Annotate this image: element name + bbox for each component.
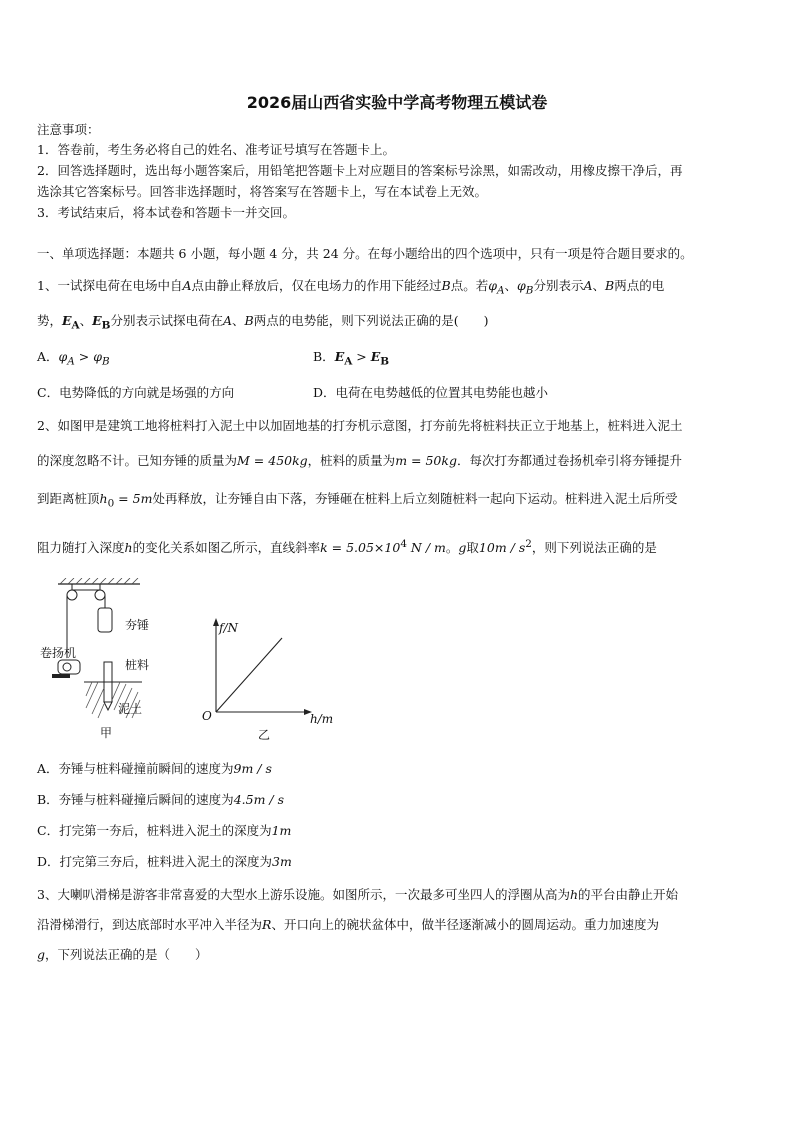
q2-option-b[interactable]: B．夯锤与桩料碰撞后瞬间的速度为4.5m / s [37, 792, 284, 807]
notice-item-2-cont: 选涂其它答案标号。回答非选择题时，将答案写在答题卡上，写在本试卷上无效。 [37, 184, 488, 199]
notice-item-3: 3．考试结束后，将本试卷和答题卡一并交回。 [37, 205, 295, 220]
label-pile: 桩料 [125, 658, 150, 672]
q1-line-2: 势，$E_A$、$E_B$分别表示试探电荷在A、B两点的电势能，则下列说法正确的是( ) [37, 313, 489, 332]
section-heading: 一、单项选择题：本题共 6 小题，每小题 4 分，共 24 分。在每小题给出的四个选项中，只有一项是符合题目要求的。 [37, 246, 693, 261]
force-line [216, 638, 282, 712]
phi-b: φ [517, 278, 526, 293]
q2-line-2: 的深度忽略不计。已知夯锤的质量为M = 450kg，桩料的质量为m = 50kg．每次打夯都通过卷扬机牵引将夯锤提升 [37, 453, 682, 468]
label-winch: 卷扬机 [40, 646, 77, 660]
page-title: 2026届山西省实验中学高考物理五模试卷 [246, 93, 548, 112]
q2-line-1: 2、如图甲是建筑工地将桩料打入泥土中以加固地基的打夯机示意图，打夯前先将桩料扶正立于地基上，桩料进入泥土 [37, 418, 683, 433]
q2-option-a[interactable]: A．夯锤与桩料碰撞前瞬间的速度为9m / s [37, 761, 272, 776]
q1-option-c[interactable]: C．电势降低的方向就是场强的方向 [37, 385, 235, 400]
q1-option-b[interactable]: B．$E_A > E_B$ [313, 349, 390, 368]
q1-option-d[interactable]: D．电荷在电势越低的位置其电势能也越小 [313, 385, 549, 400]
caption-jia: 甲 [100, 726, 113, 740]
q2-line-4: 阻力随打入深度h的变化关系如图乙所示，直线斜率$k = 5.05\times 10^4$ N / m。g取$10m / s^2$，则下列说法正确的是 [37, 538, 657, 556]
notice-heading: 注意事项： [37, 122, 100, 137]
notice-item-1: 1．答卷前，考生务必将自己的姓名、准考证号填写在答题卡上。 [37, 142, 395, 157]
q2-option-c[interactable]: C．打完第一夯后，桩料进入泥土的深度为1m [37, 823, 292, 838]
q2-line-3: 到距离桩顶$h_0 = 5m$处再释放，让夯锤自由下落，夯锤砸在桩料上后立刻随桩料一起向下运动。桩料进入泥土后所受 [37, 491, 678, 510]
q1-option-a[interactable]: A．$\varphi_A > \varphi_B$ [37, 349, 110, 368]
phi-a: φ [488, 278, 497, 293]
q3-line-3: g，下列说法正确的是（ ） [37, 947, 208, 962]
q3-line-2: 沿滑梯滑行，到达底部时水平冲入半径为R、开口向上的碗状盆体中，做半径逐渐减小的圆周运动。重力加速度为 [37, 917, 659, 932]
axis-label-f: f/N [219, 621, 238, 635]
label-soil: 泥土 [118, 702, 143, 716]
q2-option-d[interactable]: D．打完第三夯后，桩料进入泥土的深度为3m [37, 854, 292, 869]
axis-origin: O [202, 709, 212, 723]
caption-yi: 乙 [258, 728, 271, 742]
axis-label-h: h/m [310, 712, 334, 726]
q1-line-1: 1、一试探电荷在电场中自A点由静止释放后，仅在电场力的作用下能经过B点。若$\varphi_A$、$\varphi_B$分别表示A、B两点的电 [37, 278, 665, 297]
q3-line-1: 3、大喇叭滑梯是游客非常喜爱的大型水上游乐设施。如图所示，一次最多可坐四人的浮圈从高为h的平台由静止开始 [37, 887, 679, 902]
notice-item-2: 2．回答选择题时，选出每小题答案后，用铅笔把答题卡上对应题目的答案标号涂黑，如需改动，用橡皮擦干净后，再 [37, 163, 683, 178]
label-hammer: 夯锤 [125, 618, 150, 632]
